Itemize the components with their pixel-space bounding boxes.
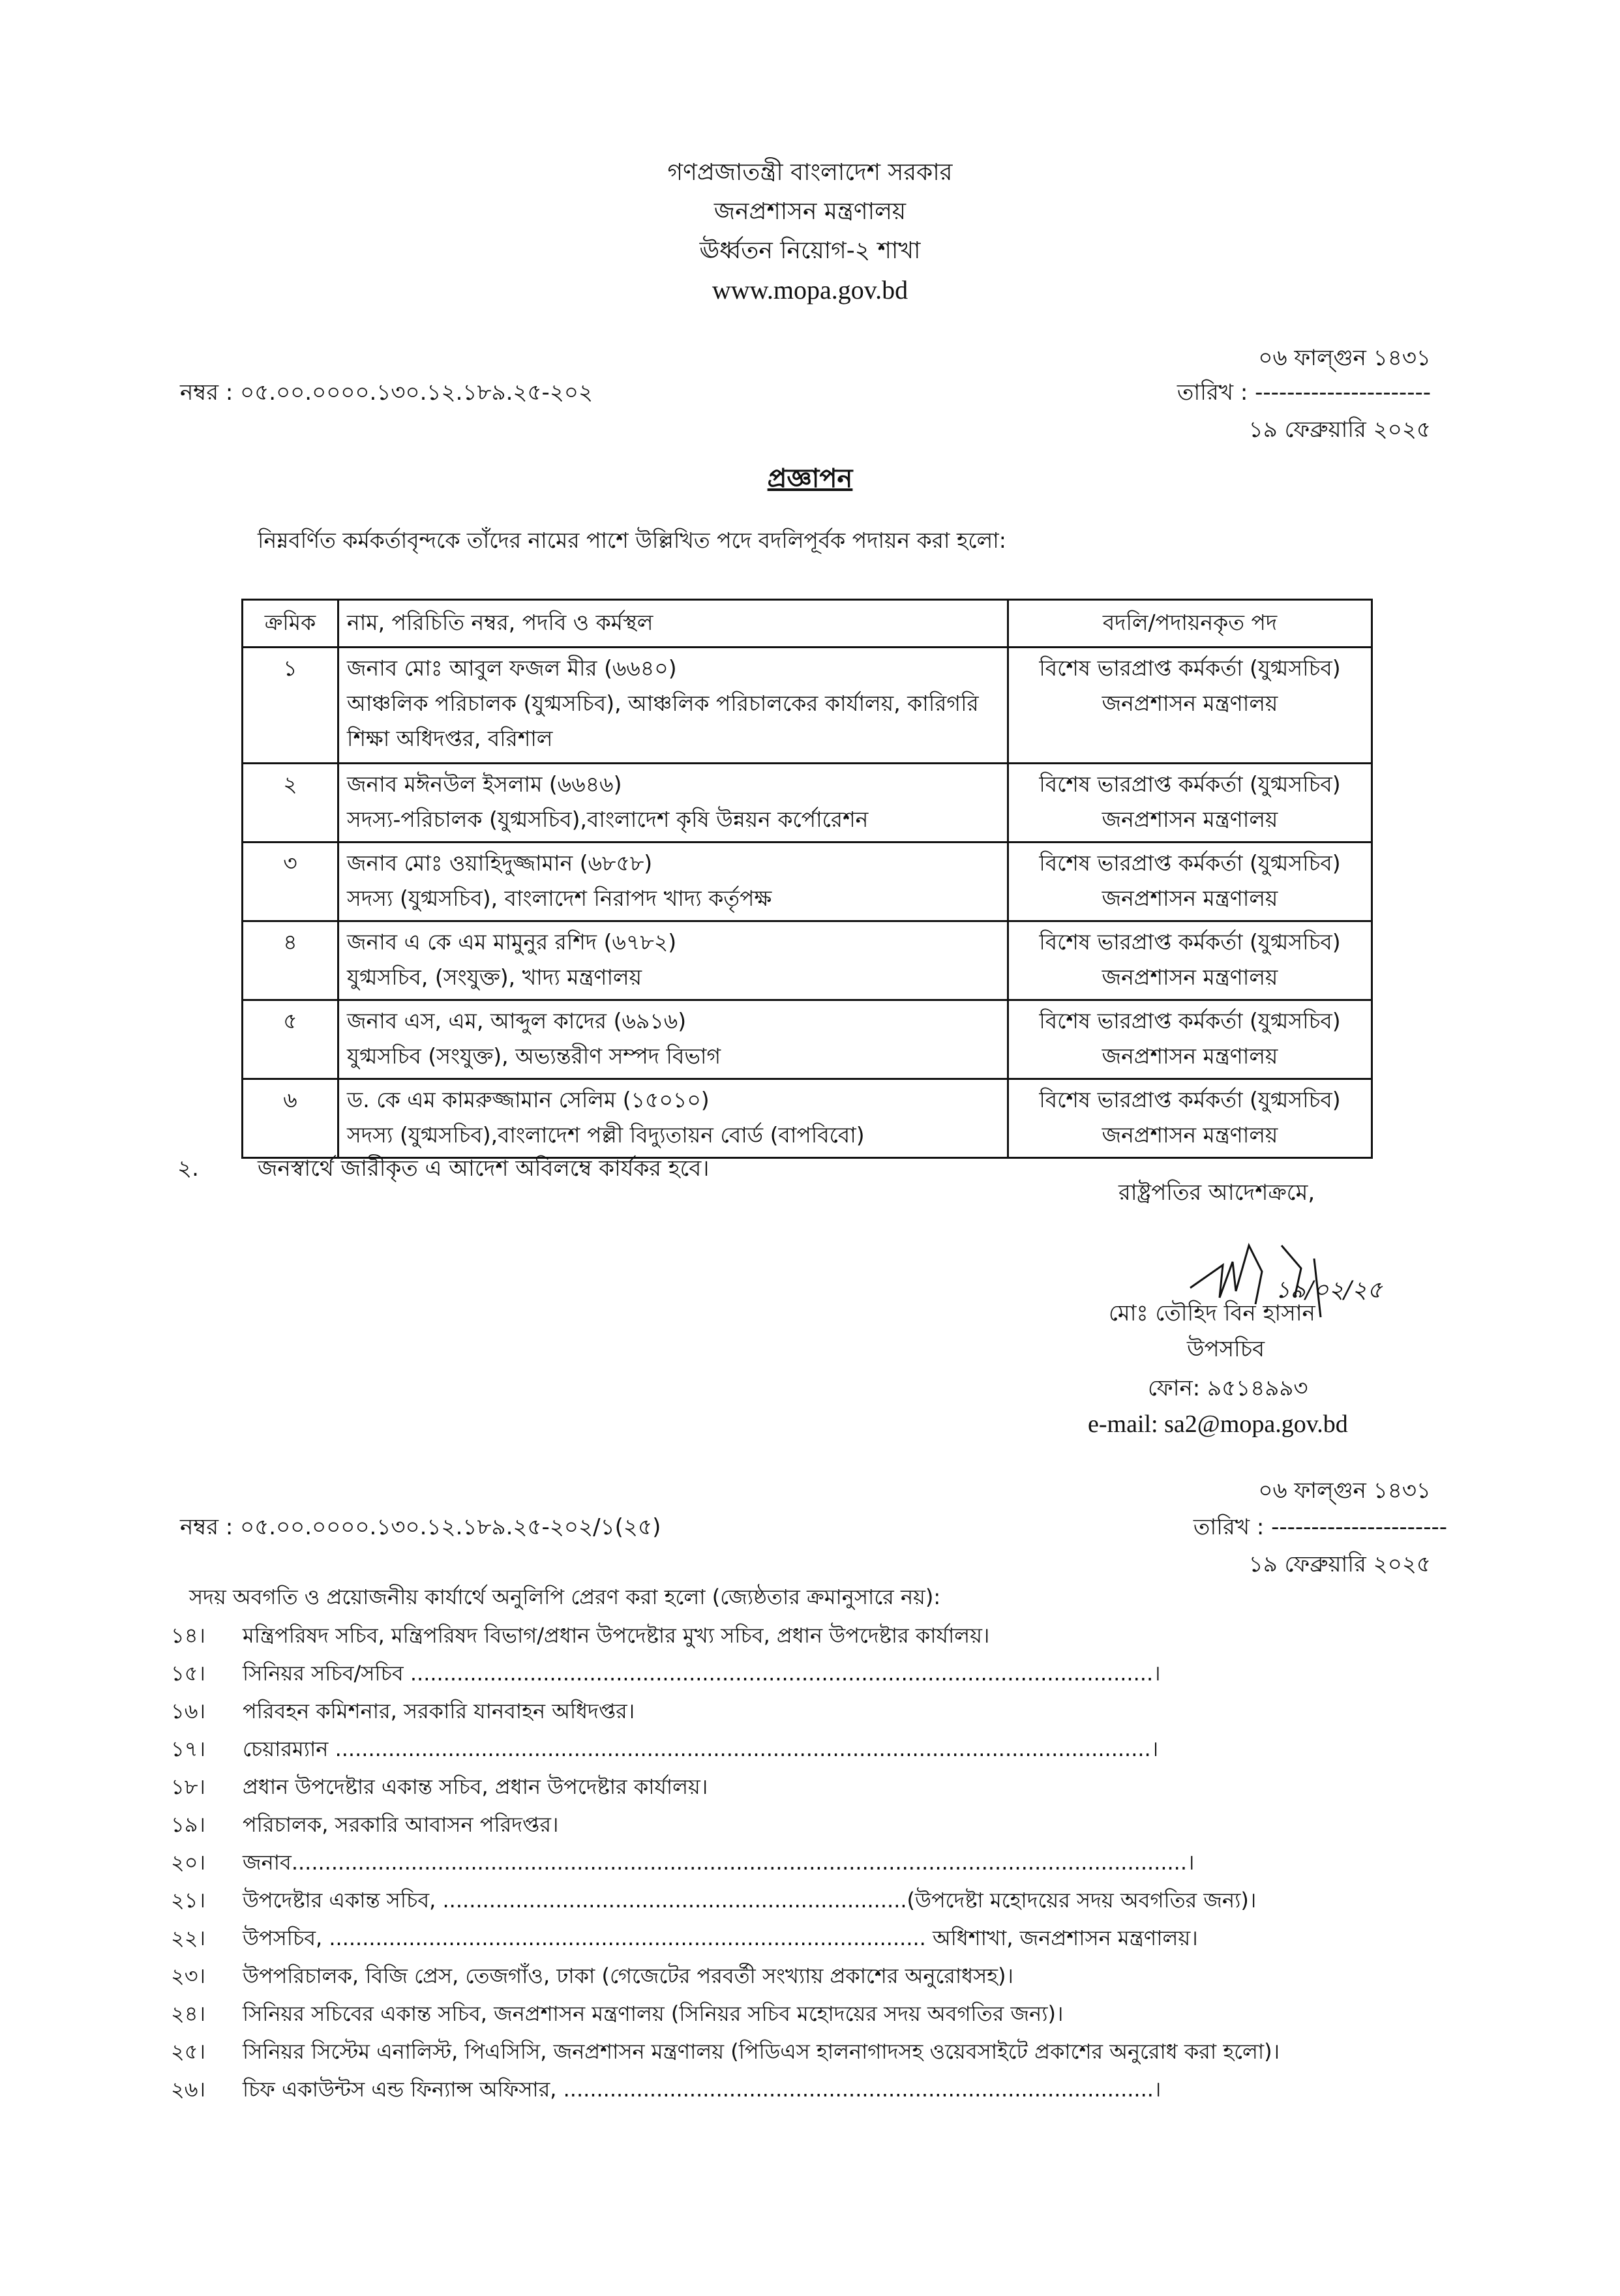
officer-current-designation: যুগ্মসচিব (সংযুক্ত), অভ্যন্তরীণ সম্পদ বিভাগ bbox=[347, 1043, 721, 1069]
serial-cell: ৪ bbox=[243, 921, 338, 1000]
officer-name: ড. কে এম কামরুজ্জামান সেলিম (১৫০১০) bbox=[347, 1087, 710, 1112]
officer-current-designation: সদস্য (যুগ্মসচিব), বাংলাদেশ নিরাপদ খাদ্য কর্তৃপক্ষ bbox=[347, 886, 772, 911]
officer-details-cell bbox=[338, 764, 1008, 842]
new-post-ministry: জনপ্রশাসন মন্ত্রণালয় bbox=[1102, 1122, 1278, 1148]
copy-item-number: ১৮। bbox=[171, 1774, 205, 1799]
new-post-ministry: জনপ্রশাসন মন্ত্রণালয় bbox=[1102, 807, 1278, 832]
copy-recipient-item bbox=[171, 1885, 1256, 1915]
table-row bbox=[243, 842, 1372, 921]
copy-item-text: সিনিয়র সিস্টেম এনালিস্ট, পিএসিসি, জনপ্রশাসন মন্ত্রণালয় (পিডিএস হালনাগাদসহ ওয়েবসাইটে প্রকাশের অনুরোধ করা হলো)। bbox=[243, 2039, 1280, 2064]
table-row bbox=[243, 1000, 1372, 1079]
copy-item-number: ১৫। bbox=[171, 1661, 205, 1686]
officer-name: জনাব মঈনউল ইসলাম (৬৬৪৬) bbox=[347, 771, 622, 797]
copy-item-number: ২৩। bbox=[171, 1963, 206, 1988]
new-post-title: বিশেষ ভারপ্রাপ্ত কর্মকর্তা (যুগ্মসচিব) bbox=[1039, 1087, 1341, 1112]
new-post-cell bbox=[1008, 842, 1372, 921]
copy-item-number: ২৫। bbox=[171, 2039, 206, 2064]
new-post-cell bbox=[1008, 648, 1372, 764]
officer-current-designation: সদস্য-পরিচালক (যুগ্মসচিব),বাংলাদেশ কৃষি উন্নয়ন কর্পোরেশন bbox=[347, 807, 869, 832]
copy-memo-number: নম্বর : ০৫.০০.০০০০.১৩০.১২.১৮৯.২৫-২০২/১(২৫) bbox=[180, 1514, 661, 1540]
new-post-title: বিশেষ ভারপ্রাপ্ত কর্মকর্তা (যুগ্মসচিব) bbox=[1039, 771, 1341, 797]
transfer-table bbox=[241, 599, 1373, 1159]
document-title: প্রজ্ঞাপন bbox=[767, 464, 853, 494]
copy-recipient-item bbox=[171, 1620, 989, 1650]
copy-item-text: প্রধান উপদেষ্টার একান্ত সচিব, প্রধান উপদেষ্টার কার্যালয়। bbox=[243, 1774, 708, 1799]
serial-cell: ১ bbox=[243, 648, 338, 764]
copy-item-number: ২২। bbox=[171, 1926, 206, 1950]
header-post: বদলি/পদায়নকৃত পদ bbox=[1008, 600, 1372, 648]
new-post-title: বিশেষ ভারপ্রাপ্ত কর্মকর্তা (যুগ্মসচিব) bbox=[1039, 655, 1341, 681]
copy-item-number: ২১। bbox=[171, 1888, 206, 1913]
header-details: নাম, পরিচিতি নম্বর, পদবি ও কর্মস্থল bbox=[338, 600, 1008, 648]
copy-recipient-item bbox=[171, 1923, 1198, 1953]
copy-item-text: পরিবহন কমিশনার, সরকারি যানবাহন অধিদপ্তর। bbox=[243, 1699, 635, 1723]
copy-item-number: ২৪। bbox=[171, 2001, 206, 2026]
copy-recipient-item bbox=[171, 1961, 1013, 1991]
table-row bbox=[243, 1079, 1372, 1158]
officer-details-cell bbox=[338, 648, 1008, 764]
copy-item-text: পরিচালক, সরকারি আবাসন পরিদপ্তর। bbox=[243, 1812, 559, 1837]
website-link[interactable]: www.mopa.gov.bd bbox=[712, 275, 908, 305]
new-post-title: বিশেষ ভারপ্রাপ্ত কর্মকর্তা (যুগ্মসচিব) bbox=[1039, 929, 1341, 955]
new-post-cell bbox=[1008, 764, 1372, 842]
signatory-phone: ফোন: ৯৫১৪৯৯৩ bbox=[1148, 1375, 1308, 1401]
copy-item-text: উপপরিচালক, বিজি প্রেস, তেজগাঁও, ঢাকা (গেজেটের পরবর্তী সংখ্যায় প্রকাশের অনুরোধসহ)। bbox=[243, 1963, 1013, 1988]
signatory-name: মোঃ তৌহিদ বিন হাসান bbox=[1109, 1300, 1315, 1326]
copy-item-text: সিনিয়র সচিবের একান্ত সচিব, জনপ্রশাসন মন্ত্রণালয় (সিনিয়র সচিব মহোদয়ের সদয় অবগতির জন্য)। bbox=[243, 2001, 1064, 2026]
copy-item-number: ১৪। bbox=[171, 1623, 205, 1648]
copy-item-number: ১৭। bbox=[171, 1737, 206, 1761]
new-post-title: বিশেষ ভারপ্রাপ্ত কর্মকর্তা (যুগ্মসচিব) bbox=[1039, 1008, 1341, 1034]
copy-item-number: ২০। bbox=[171, 1850, 206, 1875]
table-row bbox=[243, 764, 1372, 842]
new-post-ministry: জনপ্রশাসন মন্ত্রণালয় bbox=[1102, 886, 1278, 911]
copy-recipient-item bbox=[171, 2074, 1161, 2104]
copy-item-text: উপসচিব, .......................................................................................... অধিশাখা, জনপ্রশাসন মন্ত্রণালয়। bbox=[243, 1926, 1198, 1950]
serial-cell: ৫ bbox=[243, 1000, 338, 1079]
copy-recipient-item bbox=[171, 1734, 1158, 1764]
new-post-cell bbox=[1008, 1079, 1372, 1158]
government-name: গণপ্রজাতন্ত্রী বাংলাদেশ সরকার bbox=[667, 159, 953, 186]
copy-intro: সদয় অবগতি ও প্রয়োজনীয় কার্যার্থে অনুলিপি প্রেরণ করা হলো (জ্যেষ্ঠতার ক্রমানুসারে নয়): bbox=[189, 1585, 941, 1609]
copy-item-text: জনাব.......................................................................................................................................। bbox=[243, 1850, 1195, 1875]
table-row bbox=[243, 648, 1372, 764]
copy-item-text: চেয়ারম্যান ...........................................................................................................................। bbox=[243, 1737, 1159, 1761]
officer-name: জনাব এ কে এম মামুনুর রশিদ (৬৭৮২) bbox=[347, 929, 677, 955]
signatory-email[interactable]: e-mail: sa2@mopa.gov.bd bbox=[1088, 1410, 1348, 1438]
new-post-title: বিশেষ ভারপ্রাপ্ত কর্মকর্তা (যুগ্মসচিব) bbox=[1039, 850, 1341, 876]
header-serial: ক্রমিক bbox=[243, 600, 338, 648]
new-post-ministry: জনপ্রশাসন মন্ত্রণালয় bbox=[1102, 691, 1278, 716]
signatory-designation: উপসচিব bbox=[1187, 1336, 1265, 1362]
copy-item-text: সিনিয়র সচিব/সচিব ................................................................................................................। bbox=[243, 1661, 1161, 1686]
officer-name: জনাব এস, এম, আব্দুল কাদের (৬৯১৬) bbox=[347, 1008, 687, 1034]
copy-recipient-item bbox=[171, 1696, 635, 1726]
copy-recipient-item bbox=[171, 1810, 558, 1840]
table-header-row bbox=[243, 600, 1372, 648]
officer-details-cell bbox=[338, 1079, 1008, 1158]
memo-date-bangla: ০৬ ফাল্গুন ১৪৩১ bbox=[1258, 345, 1431, 371]
officer-details-cell bbox=[338, 1000, 1008, 1079]
copy-item-number: ১৯। bbox=[171, 1812, 205, 1837]
copy-recipient-item bbox=[171, 2036, 1280, 2066]
memo-number: নম্বর : ০৫.০০.০০০০.১৩০.১২.১৮৯.২৫-২০২ bbox=[180, 380, 593, 406]
copy-date-label: তারিখ : ---------------------- bbox=[1193, 1514, 1447, 1540]
officer-current-designation: যুগ্মসচিব, (সংযুক্ত), খাদ্য মন্ত্রণালয় bbox=[347, 964, 642, 990]
copy-item-number: ১৬। bbox=[171, 1699, 206, 1723]
officer-details-cell bbox=[338, 921, 1008, 1000]
new-post-ministry: জনপ্রশাসন মন্ত্রণালয় bbox=[1102, 1043, 1278, 1069]
memo-date-label: তারিখ : ---------------------- bbox=[1177, 380, 1431, 406]
copy-recipient-item bbox=[171, 1847, 1194, 1877]
signature-date: ১৯/০২/২৫ bbox=[1275, 1277, 1383, 1304]
officer-name: জনাব মোঃ আবুল ফজল মীর (৬৬৪০) bbox=[347, 655, 677, 681]
new-post-cell bbox=[1008, 1000, 1372, 1079]
table-row bbox=[243, 921, 1372, 1000]
officer-details-cell bbox=[338, 842, 1008, 921]
new-post-ministry: জনপ্রশাসন মন্ত্রণালয় bbox=[1102, 964, 1278, 990]
copy-recipient-item bbox=[171, 1658, 1161, 1688]
copy-date-gregorian: ১৯ ফেব্রুয়ারি ২০২৫ bbox=[1248, 1551, 1431, 1577]
new-post-cell bbox=[1008, 921, 1372, 1000]
clause-2-number: ২. bbox=[177, 1155, 199, 1182]
copy-item-text: চিফ একাউন্টস এন্ড ফিন্যান্স অফিসার, .........................................................................................। bbox=[243, 2077, 1162, 2102]
copy-recipient-item bbox=[171, 1999, 1063, 2029]
serial-cell: ৬ bbox=[243, 1079, 338, 1158]
officer-current-designation: আঞ্চলিক পরিচালক (যুগ্মসচিব), আঞ্চলিক পরিচালকের কার্যালয়, কারিগরি শিক্ষা অধিদপ্তর, বরিশাল bbox=[347, 691, 979, 751]
memo-date-gregorian: ১৯ ফেব্রুয়ারি ২০২৫ bbox=[1248, 417, 1431, 443]
serial-cell: ২ bbox=[243, 764, 338, 842]
branch-name: ঊর্ধ্বতন নিয়োগ-২ শাখা bbox=[699, 237, 921, 264]
copy-item-text: উপদেষ্টার একান্ত সচিব, ......................................................................(উপদেষ্টা মহোদয়ের সদয় অবগতির জন্য)। bbox=[243, 1888, 1257, 1913]
officer-current-designation: সদস্য (যুগ্মসচিব),বাংলাদেশ পল্লী বিদ্যুতায়ন বোর্ড (বাপবিবো) bbox=[347, 1122, 865, 1148]
ministry-name: জনপ্রশাসন মন্ত্রণালয় bbox=[713, 198, 907, 225]
officer-name: জনাব মোঃ ওয়াহিদুজ্জামান (৬৮৫৮) bbox=[347, 850, 653, 876]
copy-recipient-item bbox=[171, 1772, 708, 1802]
clause-2-text: জনস্বার্থে জারীকৃত এ আদেশ অবিলম্বে কার্যকর হবে। bbox=[258, 1155, 710, 1182]
serial-cell: ৩ bbox=[243, 842, 338, 921]
intro-text: নিম্নবর্ণিত কর্মকর্তাবৃন্দকে তাঁদের নামের পাশে উল্লিখিত পদে বদলিপূর্বক পদায়ন করা হলো: bbox=[258, 528, 1006, 553]
by-order-text: রাষ্ট্রপতির আদেশক্রমে, bbox=[1118, 1180, 1315, 1206]
copy-date-bangla: ০৬ ফাল্গুন ১৪৩১ bbox=[1258, 1478, 1431, 1504]
copy-item-text: মন্ত্রিপরিষদ সচিব, মন্ত্রিপরিষদ বিভাগ/প্রধান উপদেষ্টার মুখ্য সচিব, প্রধান উপদেষ্টার কার্যালয়। bbox=[243, 1623, 990, 1648]
copy-item-number: ২৬। bbox=[171, 2077, 206, 2102]
